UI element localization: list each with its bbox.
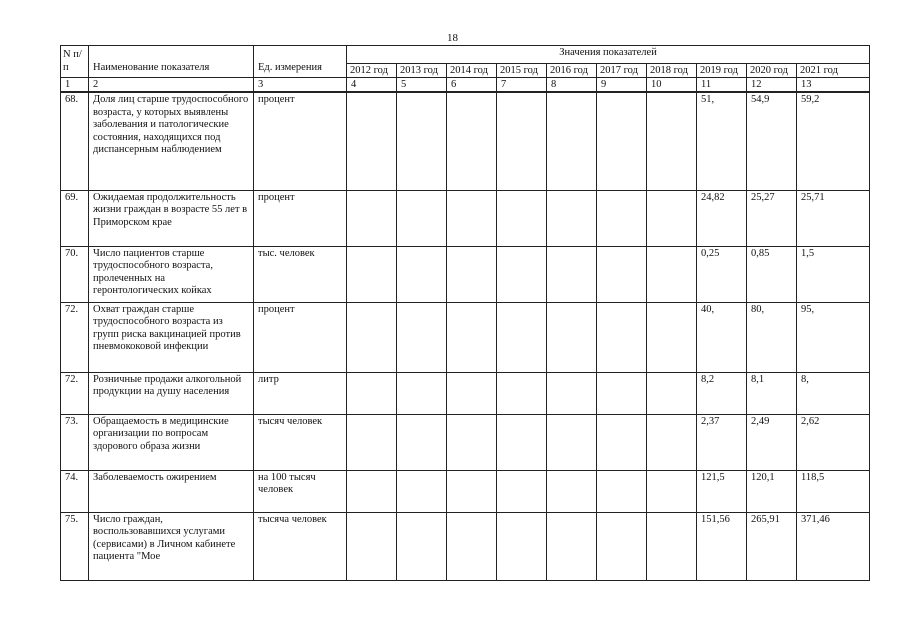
table-row xyxy=(61,190,870,246)
table-row xyxy=(61,512,870,580)
column-number: 2 xyxy=(89,78,254,93)
header-year: 2014 год xyxy=(447,64,497,78)
value-2019: 121,5 xyxy=(697,470,747,512)
indicators-table xyxy=(60,45,870,581)
value-2021: 118,5 xyxy=(797,470,870,512)
value-2021: 2,62 xyxy=(797,414,870,470)
value-2021: 371,46 xyxy=(797,512,870,580)
column-number: 12 xyxy=(747,78,797,93)
indicator-name: Число граждан, воспользовавшихся услугами (сервисами) в Личном кабинете пациента "Мое xyxy=(89,512,254,580)
header-year: 2018 год xyxy=(647,64,697,78)
unit: процент xyxy=(254,190,347,246)
value-2019: 51, xyxy=(697,92,747,190)
indicator-name: Заболеваемость ожирением xyxy=(89,470,254,512)
value-2019: 8,2 xyxy=(697,372,747,414)
header-year: 2012 год xyxy=(347,64,397,78)
column-number: 10 xyxy=(647,78,697,93)
unit: тыс. человек xyxy=(254,246,347,302)
header-row xyxy=(61,46,870,64)
column-number: 11 xyxy=(697,78,747,93)
value-2021: 95, xyxy=(797,302,870,372)
header-num: N п/п xyxy=(61,46,89,78)
column-number: 9 xyxy=(597,78,647,93)
column-number: 8 xyxy=(547,78,597,93)
indicator-name: Число пациентов старше трудоспособного возраста, пролеченных на геронтологических койках xyxy=(89,246,254,302)
table-row xyxy=(61,302,870,372)
unit: на 100 тысяч человек xyxy=(254,470,347,512)
header-year: 2019 год xyxy=(697,64,747,78)
header-year: 2020 год xyxy=(747,64,797,78)
value-2020: 0,85 xyxy=(747,246,797,302)
column-number: 6 xyxy=(447,78,497,93)
table-row xyxy=(61,470,870,512)
table-row xyxy=(61,414,870,470)
value-2020: 265,91 xyxy=(747,512,797,580)
header-values-group: Значения показателей xyxy=(347,46,870,64)
row-number: 70. xyxy=(61,246,89,302)
value-2020: 54,9 xyxy=(747,92,797,190)
header-year: 2013 год xyxy=(397,64,447,78)
header-year: 2016 год xyxy=(547,64,597,78)
indicator-name: Ожидаемая продолжительность жизни граждан в возрасте 55 лет в Приморском крае xyxy=(89,190,254,246)
value-2019: 40, xyxy=(697,302,747,372)
row-number: 75. xyxy=(61,512,89,580)
row-number: 73. xyxy=(61,414,89,470)
header-unit: Ед. измерения xyxy=(254,46,347,78)
column-numbers-row xyxy=(61,78,870,93)
value-2019: 151,56 xyxy=(697,512,747,580)
table-row xyxy=(61,372,870,414)
header-year: 2015 год xyxy=(497,64,547,78)
value-2020: 25,27 xyxy=(747,190,797,246)
header-name: Наименование показателя xyxy=(89,46,254,78)
unit: процент xyxy=(254,92,347,190)
value-2021: 59,2 xyxy=(797,92,870,190)
indicator-name: Обращаемость в медицинские организации по вопросам здорового образа жизни xyxy=(89,414,254,470)
value-2019: 2,37 xyxy=(697,414,747,470)
header-year: 2021 год xyxy=(797,64,870,78)
row-number: 72. xyxy=(61,302,89,372)
unit: тысяч человек xyxy=(254,414,347,470)
value-2021: 1,5 xyxy=(797,246,870,302)
value-2020: 2,49 xyxy=(747,414,797,470)
value-2019: 24,82 xyxy=(697,190,747,246)
table-row xyxy=(61,246,870,302)
row-number: 69. xyxy=(61,190,89,246)
value-2020: 8,1 xyxy=(747,372,797,414)
value-2019: 0,25 xyxy=(697,246,747,302)
row-number: 72. xyxy=(61,372,89,414)
column-number: 3 xyxy=(254,78,347,93)
unit: тысяча человек xyxy=(254,512,347,580)
row-number: 74. xyxy=(61,470,89,512)
value-2021: 25,71 xyxy=(797,190,870,246)
unit: литр xyxy=(254,372,347,414)
unit: процент xyxy=(254,302,347,372)
column-number: 1 xyxy=(61,78,89,93)
column-number: 7 xyxy=(497,78,547,93)
value-2021: 8, xyxy=(797,372,870,414)
column-number: 5 xyxy=(397,78,447,93)
value-2020: 80, xyxy=(747,302,797,372)
table-row xyxy=(61,92,870,190)
row-number: 68. xyxy=(61,92,89,190)
indicator-name: Охват граждан старше трудоспособного возраста из групп риска вакцинацией против пневмококовой инфекции xyxy=(89,302,254,372)
column-number: 13 xyxy=(797,78,870,93)
header-year: 2017 год xyxy=(597,64,647,78)
page-number: 18 xyxy=(447,32,458,44)
indicator-name: Доля лиц старше трудоспособного возраста, у которых выявлены заболевания и патологические состояния, находящихся под диспансерным наблюдением xyxy=(89,92,254,190)
indicator-name: Розничные продажи алкогольной продукции на душу населения xyxy=(89,372,254,414)
value-2020: 120,1 xyxy=(747,470,797,512)
column-number: 4 xyxy=(347,78,397,93)
